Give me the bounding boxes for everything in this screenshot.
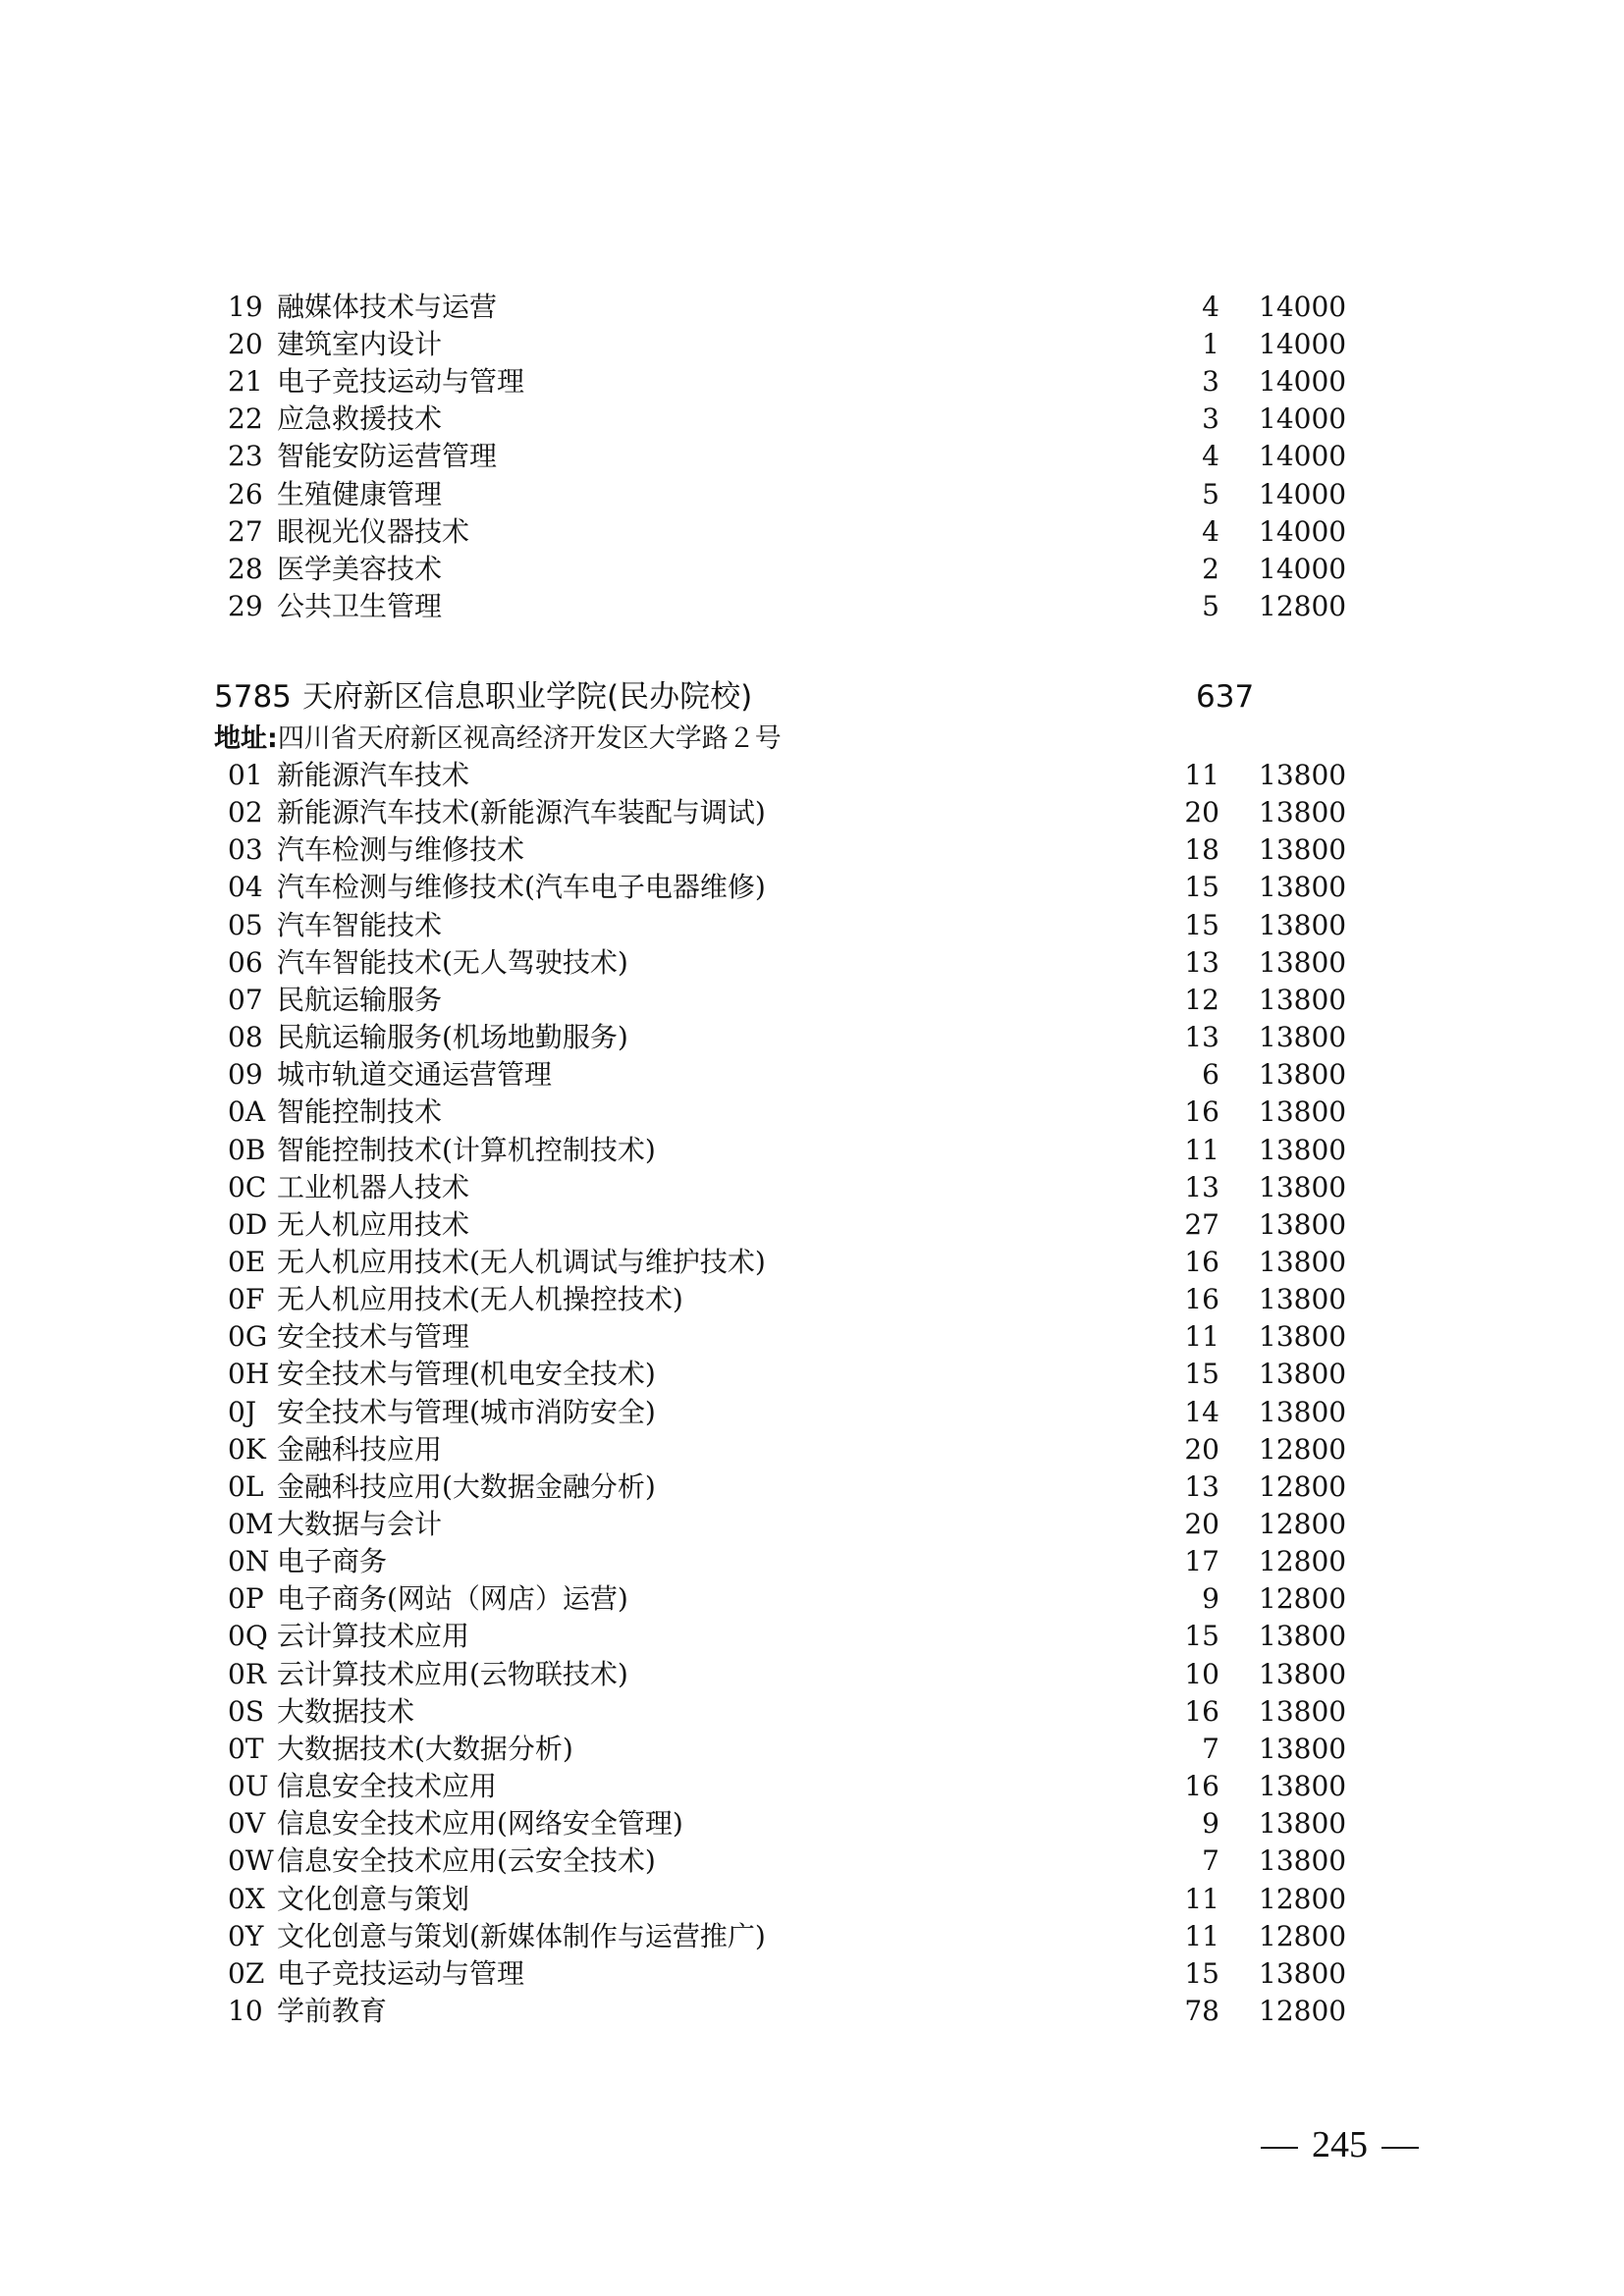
program-code: 0H (228, 1358, 270, 1391)
program-quota: 11 (1184, 1882, 1219, 1915)
program-tuition: 12800 (1259, 1432, 1347, 1466)
program-quota: 11 (1184, 1919, 1219, 1952)
program-code: 0G (228, 1320, 268, 1354)
program-row (228, 1394, 1347, 1431)
program-quota: 16 (1184, 1283, 1219, 1316)
program-tuition: 12800 (1259, 1545, 1347, 1578)
program-name: 智能控制技术 (277, 1095, 443, 1129)
program-row (228, 1693, 1347, 1731)
program-quota: 15 (1184, 871, 1219, 904)
program-code: 06 (228, 945, 263, 979)
program-row (228, 1169, 1347, 1206)
program-code: 27 (228, 514, 263, 548)
program-tuition: 13800 (1259, 1320, 1347, 1354)
program-tuition: 13800 (1259, 908, 1347, 941)
address-text: 四川省天府新区视高经济开发区大学路２号 (277, 723, 782, 754)
program-quota: 20 (1184, 1508, 1219, 1540)
program-row (228, 289, 1347, 326)
program-name: 信息安全技术应用(网络安全管理) (277, 1807, 683, 1841)
program-quota: 15 (1184, 1620, 1219, 1653)
school-header (214, 675, 1255, 719)
program-row (228, 1768, 1347, 1805)
program-tuition: 12800 (1259, 1882, 1347, 1915)
program-tuition: 13800 (1259, 1620, 1347, 1653)
program-tuition: 13800 (1259, 1807, 1347, 1841)
program-quota: 15 (1184, 1956, 1219, 1990)
program-tuition: 13800 (1259, 759, 1347, 791)
program-tuition: 13800 (1259, 1694, 1347, 1728)
program-tuition: 12800 (1259, 1919, 1347, 1952)
program-tuition: 13800 (1259, 1095, 1347, 1129)
program-row (228, 1019, 1347, 1056)
program-row (228, 1132, 1347, 1169)
page-number: 245 (1312, 2124, 1368, 2165)
program-code: 0X (228, 1882, 265, 1915)
program-tuition: 13800 (1259, 1133, 1347, 1166)
program-row (228, 982, 1347, 1019)
program-tuition: 13800 (1259, 983, 1347, 1016)
program-tuition: 13800 (1259, 1770, 1347, 1803)
program-name: 新能源汽车技术 (277, 759, 470, 791)
program-code: 0S (228, 1694, 264, 1728)
program-code: 0L (228, 1469, 264, 1503)
program-code: 0N (228, 1545, 270, 1578)
program-code: 0P (228, 1582, 264, 1616)
program-tuition: 14000 (1259, 291, 1347, 323)
program-tuition: 13800 (1259, 1021, 1347, 1054)
program-name: 电子竞技运动与管理 (277, 1956, 525, 1990)
program-quota: 13 (1184, 1021, 1219, 1054)
program-name: 安全技术与管理(城市消防安全) (277, 1395, 656, 1428)
program-quota: 20 (1184, 1432, 1219, 1466)
program-code: 0U (228, 1770, 269, 1803)
program-tuition: 14000 (1259, 328, 1347, 361)
program-name: 应急救援技术 (277, 402, 443, 436)
program-code: 0Z (228, 1956, 265, 1990)
program-name: 融媒体技术与运营 (277, 291, 498, 323)
program-tuition: 13800 (1259, 1732, 1347, 1765)
program-name: 大数据技术 (277, 1694, 415, 1728)
program-row (228, 1881, 1347, 1918)
program-code: 0Y (228, 1919, 264, 1952)
program-row (228, 1805, 1347, 1842)
program-name: 智能安防运营管理 (277, 440, 498, 473)
program-row (228, 1580, 1347, 1618)
program-quota: 4 (1202, 514, 1219, 548)
program-quota: 20 (1184, 796, 1219, 829)
program-name: 电子商务 (277, 1545, 388, 1578)
program-row (228, 1318, 1347, 1356)
program-tuition: 13800 (1259, 945, 1347, 979)
program-tuition: 13800 (1259, 1956, 1347, 1990)
program-quota: 11 (1184, 1133, 1219, 1166)
program-name: 工业机器人技术 (277, 1170, 470, 1203)
program-row (228, 438, 1347, 475)
program-tuition: 14000 (1259, 552, 1347, 585)
program-tuition: 13800 (1259, 1395, 1347, 1428)
program-quota: 1 (1202, 328, 1219, 361)
program-name: 民航运输服务(机场地勤服务) (277, 1021, 628, 1054)
program-name: 信息安全技术应用(云安全技术) (277, 1844, 656, 1878)
program-code: 21 (228, 365, 263, 399)
program-code: 08 (228, 1021, 263, 1054)
school-total-quota: 637 (1196, 679, 1255, 715)
program-tuition: 12800 (1259, 1994, 1347, 2027)
program-name: 建筑室内设计 (277, 328, 443, 361)
school-address (214, 721, 782, 758)
program-row (228, 869, 1347, 906)
program-name: 医学美容技术 (277, 552, 443, 585)
program-tuition: 13800 (1259, 1358, 1347, 1391)
program-quota: 10 (1184, 1657, 1219, 1690)
program-code: 0F (228, 1283, 265, 1316)
program-code: 0C (228, 1170, 267, 1203)
program-code: 0M (228, 1508, 274, 1540)
program-quota: 12 (1184, 983, 1219, 1016)
program-tuition: 13800 (1259, 871, 1347, 904)
program-quota: 17 (1184, 1545, 1219, 1578)
program-name: 生殖健康管理 (277, 477, 443, 510)
program-row (228, 1731, 1347, 1768)
program-quota: 16 (1184, 1770, 1219, 1803)
program-code: 10 (228, 1994, 263, 2027)
program-code: 0J (228, 1395, 257, 1428)
program-name: 公共卫生管理 (277, 589, 443, 622)
program-row (228, 1094, 1347, 1131)
program-row (228, 944, 1347, 982)
program-quota: 3 (1202, 402, 1219, 436)
address-label: 地址: (214, 723, 278, 754)
program-name: 汽车智能技术(无人驾驶技术) (277, 945, 628, 979)
program-row (228, 1842, 1347, 1880)
program-code: 0R (228, 1657, 266, 1690)
program-quota: 7 (1202, 1844, 1219, 1878)
program-code: 0B (228, 1133, 266, 1166)
program-name: 无人机应用技术(无人机调试与维护技术) (277, 1245, 766, 1278)
program-name: 智能控制技术(计算机控制技术) (277, 1133, 656, 1166)
program-code: 01 (228, 759, 263, 791)
program-quota: 11 (1184, 1320, 1219, 1354)
program-tuition: 12800 (1259, 1469, 1347, 1503)
program-quota: 11 (1184, 759, 1219, 791)
program-tuition: 13800 (1259, 796, 1347, 829)
program-name: 汽车检测与维修技术(汽车电子电器维修) (277, 871, 766, 904)
right-dash (1381, 2147, 1419, 2149)
program-quota: 13 (1184, 945, 1219, 979)
program-row (228, 363, 1347, 400)
program-code: 04 (228, 871, 263, 904)
program-quota: 5 (1202, 589, 1219, 622)
program-quota: 16 (1184, 1694, 1219, 1728)
program-tuition: 14000 (1259, 477, 1347, 510)
program-tuition: 14000 (1259, 440, 1347, 473)
program-name: 金融科技应用(大数据金融分析) (277, 1469, 656, 1503)
program-row (228, 1468, 1347, 1506)
program-name: 安全技术与管理 (277, 1320, 470, 1354)
program-quota: 4 (1202, 440, 1219, 473)
program-code: 0V (228, 1807, 266, 1841)
program-quota: 2 (1202, 552, 1219, 585)
program-row (228, 1993, 1347, 2030)
program-row (228, 1618, 1347, 1655)
program-row (228, 1506, 1347, 1543)
program-name: 电子商务(网站（网店）运营) (277, 1582, 628, 1616)
program-tuition: 12800 (1259, 589, 1347, 622)
program-quota: 16 (1184, 1095, 1219, 1129)
program-name: 汽车检测与维修技术 (277, 833, 525, 867)
program-code: 22 (228, 402, 263, 436)
program-name: 文化创意与策划 (277, 1882, 470, 1915)
program-name: 大数据与会计 (277, 1508, 443, 1540)
program-quota: 9 (1202, 1582, 1219, 1616)
program-code: 05 (228, 908, 263, 941)
program-code: 0W (228, 1844, 274, 1878)
program-tuition: 13800 (1259, 1844, 1347, 1878)
program-name: 云计算技术应用(云物联技术) (277, 1657, 628, 1690)
program-code: 29 (228, 589, 263, 622)
program-row (228, 1431, 1347, 1468)
program-quota: 9 (1202, 1807, 1219, 1841)
program-row (228, 1056, 1347, 1094)
program-row (228, 907, 1347, 944)
program-tuition: 13800 (1259, 1245, 1347, 1278)
program-row (228, 326, 1347, 363)
program-quota: 16 (1184, 1245, 1219, 1278)
program-tuition: 13800 (1259, 1170, 1347, 1203)
program-tuition: 13800 (1259, 1657, 1347, 1690)
program-quota: 15 (1184, 1358, 1219, 1391)
program-tuition: 14000 (1259, 402, 1347, 436)
program-name: 汽车智能技术 (277, 908, 443, 941)
program-name: 大数据技术(大数据分析) (277, 1732, 573, 1765)
program-row (228, 757, 1347, 794)
program-row (228, 476, 1347, 513)
program-name: 云计算技术应用 (277, 1620, 470, 1653)
program-code: 0E (228, 1245, 266, 1278)
program-row (228, 588, 1347, 625)
program-name: 信息安全技术应用 (277, 1770, 498, 1803)
program-name: 民航运输服务 (277, 983, 443, 1016)
program-name: 新能源汽车技术(新能源汽车装配与调试) (277, 796, 766, 829)
program-quota: 27 (1184, 1207, 1219, 1241)
program-code: 07 (228, 983, 263, 1016)
program-tuition: 14000 (1259, 365, 1347, 399)
school-code: 5785 (214, 679, 292, 715)
program-code: 0T (228, 1732, 264, 1765)
program-row (228, 1543, 1347, 1580)
program-tuition: 13800 (1259, 833, 1347, 867)
program-name: 眼视光仪器技术 (277, 514, 470, 548)
program-name: 安全技术与管理(机电安全技术) (277, 1358, 656, 1391)
program-row (228, 831, 1347, 869)
program-code: 03 (228, 833, 263, 867)
program-tuition: 12800 (1259, 1582, 1347, 1616)
left-dash (1261, 2147, 1298, 2149)
program-tuition: 12800 (1259, 1508, 1347, 1540)
program-quota: 5 (1202, 477, 1219, 510)
program-row (228, 1955, 1347, 1993)
program-name: 无人机应用技术 (277, 1207, 470, 1241)
program-code: 28 (228, 552, 263, 585)
page-number-footer (1247, 2120, 1433, 2169)
program-name: 城市轨道交通运营管理 (277, 1058, 553, 1092)
program-row (228, 1356, 1347, 1393)
program-quota: 7 (1202, 1732, 1219, 1765)
program-quota: 13 (1184, 1469, 1219, 1503)
program-row (228, 1656, 1347, 1693)
program-tuition: 13800 (1259, 1207, 1347, 1241)
program-quota: 18 (1184, 833, 1219, 867)
program-quota: 78 (1184, 1994, 1219, 2027)
program-tuition: 13800 (1259, 1058, 1347, 1092)
program-code: 0A (228, 1095, 266, 1129)
program-code: 23 (228, 440, 263, 473)
program-code: 09 (228, 1058, 263, 1092)
program-name: 无人机应用技术(无人机操控技术) (277, 1283, 683, 1316)
program-row (228, 1206, 1347, 1244)
program-code: 0Q (228, 1620, 268, 1653)
program-code: 19 (228, 291, 263, 323)
program-row (228, 794, 1347, 831)
program-name: 文化创意与策划(新媒体制作与运营推广) (277, 1919, 766, 1952)
program-quota: 3 (1202, 365, 1219, 399)
program-row (228, 1918, 1347, 1955)
program-tuition: 14000 (1259, 514, 1347, 548)
program-row (228, 1281, 1347, 1318)
program-row (228, 1244, 1347, 1281)
program-code: 0D (228, 1207, 268, 1241)
program-quota: 4 (1202, 291, 1219, 323)
program-quota: 14 (1184, 1395, 1219, 1428)
program-row (228, 551, 1347, 588)
program-name: 电子竞技运动与管理 (277, 365, 525, 399)
program-quota: 6 (1202, 1058, 1219, 1092)
program-row (228, 513, 1347, 551)
program-name: 学前教育 (277, 1994, 388, 2027)
program-code: 20 (228, 328, 263, 361)
program-tuition: 13800 (1259, 1283, 1347, 1316)
program-name: 金融科技应用 (277, 1432, 443, 1466)
program-code: 26 (228, 477, 263, 510)
program-code: 0K (228, 1432, 266, 1466)
program-quota: 13 (1184, 1170, 1219, 1203)
school-name: 天府新区信息职业学院(民办院校) (302, 679, 753, 715)
program-code: 02 (228, 796, 263, 829)
program-row (228, 400, 1347, 438)
program-quota: 15 (1184, 908, 1219, 941)
